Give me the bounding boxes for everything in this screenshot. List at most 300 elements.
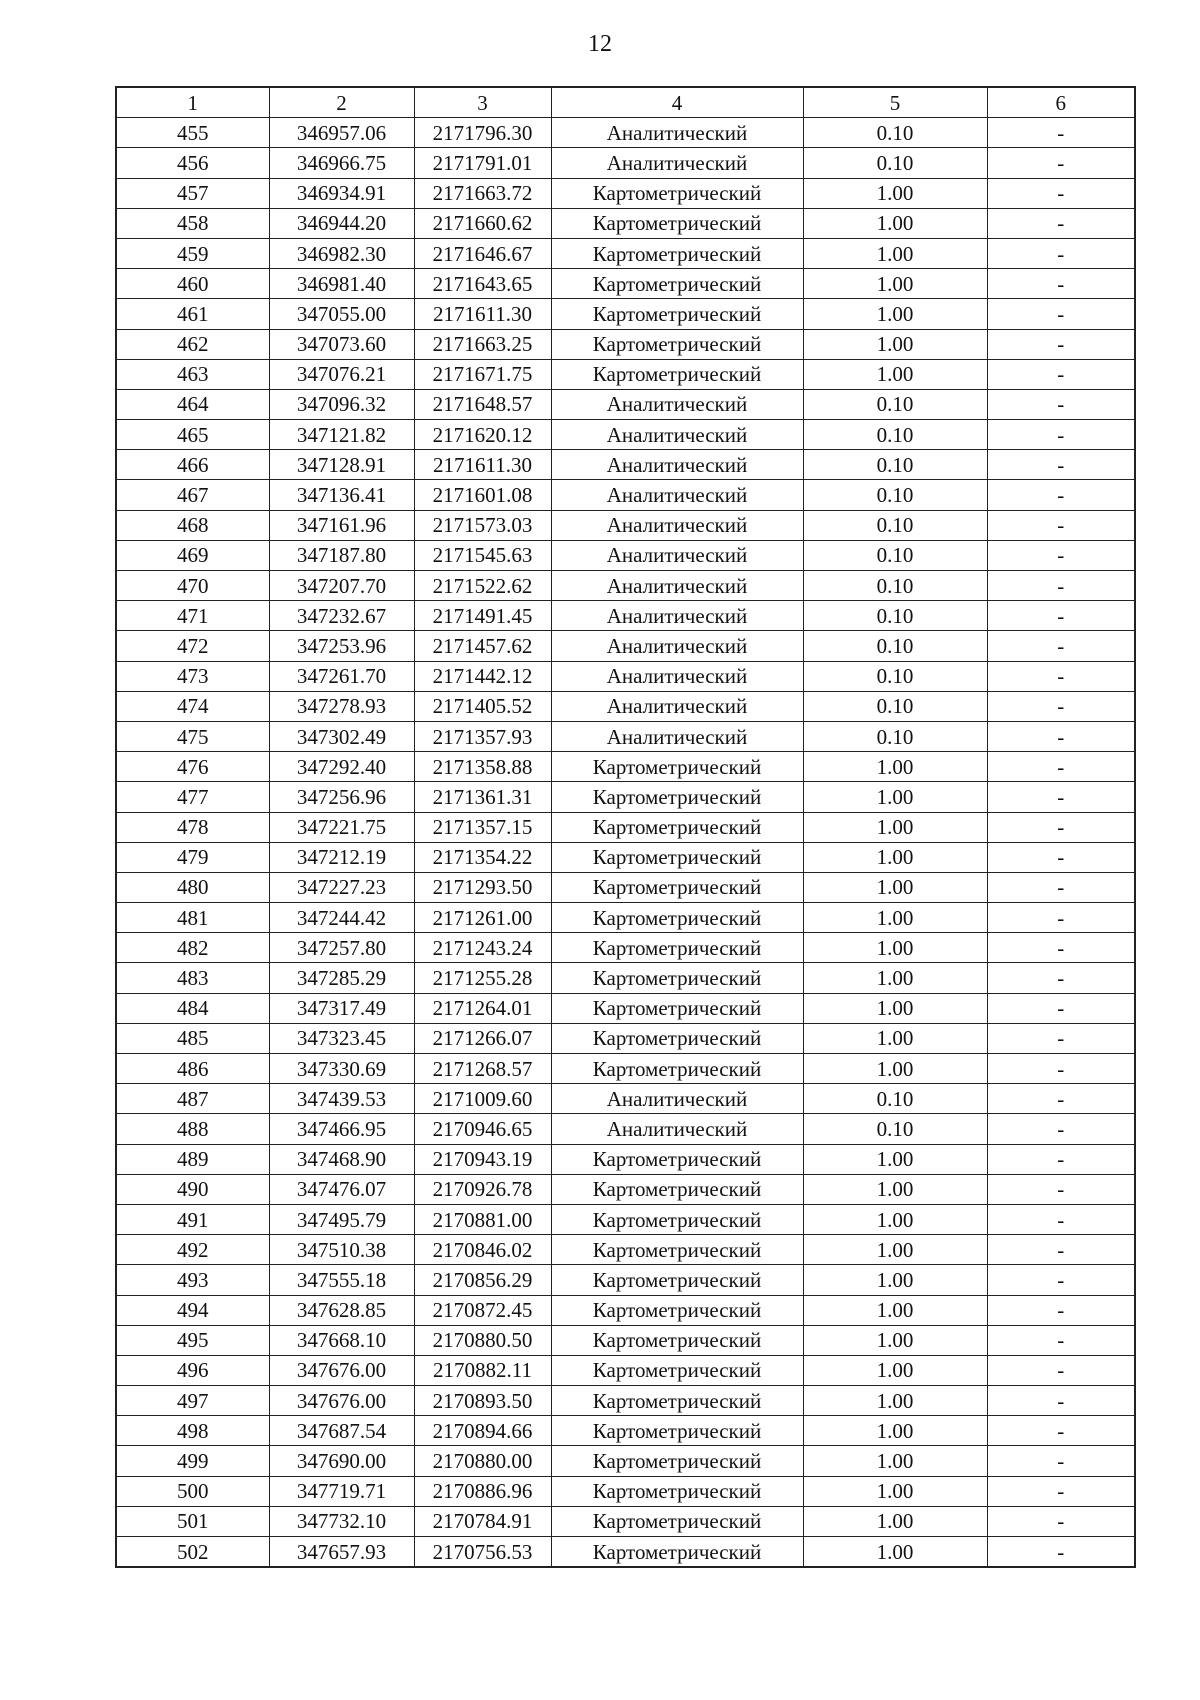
cell-y-coordinate: 2171354.22 [414, 842, 551, 872]
cell-method: Аналитический [551, 631, 803, 661]
cell-note: - [987, 269, 1135, 299]
cell-method: Аналитический [551, 721, 803, 751]
cell-y-coordinate: 2171009.60 [414, 1084, 551, 1114]
cell-note: - [987, 1355, 1135, 1385]
cell-note: - [987, 691, 1135, 721]
cell-y-coordinate: 2171357.15 [414, 812, 551, 842]
cell-x-coordinate: 347253.96 [269, 631, 414, 661]
cell-method: Картометрический [551, 1174, 803, 1204]
cell-x-coordinate: 347076.21 [269, 359, 414, 389]
cell-accuracy: 1.00 [803, 933, 987, 963]
cell-point-number: 491 [116, 1204, 269, 1234]
cell-accuracy: 1.00 [803, 1235, 987, 1265]
cell-note: - [987, 238, 1135, 268]
cell-note: - [987, 1054, 1135, 1084]
cell-note: - [987, 571, 1135, 601]
cell-accuracy: 0.10 [803, 118, 987, 148]
cell-note: - [987, 782, 1135, 812]
table-row [116, 872, 1135, 902]
cell-point-number: 465 [116, 420, 269, 450]
cell-point-number: 494 [116, 1295, 269, 1325]
cell-y-coordinate: 2171620.12 [414, 420, 551, 450]
table-row [116, 1174, 1135, 1204]
cell-x-coordinate: 346982.30 [269, 238, 414, 268]
cell-point-number: 473 [116, 661, 269, 691]
table-header [116, 87, 1135, 118]
table-row [116, 661, 1135, 691]
cell-x-coordinate: 347690.00 [269, 1446, 414, 1476]
cell-point-number: 477 [116, 782, 269, 812]
cell-x-coordinate: 347227.23 [269, 872, 414, 902]
cell-y-coordinate: 2171573.03 [414, 510, 551, 540]
cell-y-coordinate: 2171293.50 [414, 872, 551, 902]
table-row [116, 420, 1135, 450]
table-row [116, 510, 1135, 540]
cell-x-coordinate: 347207.70 [269, 571, 414, 601]
page-number: 12 [588, 31, 612, 57]
cell-y-coordinate: 2171266.07 [414, 1023, 551, 1053]
cell-y-coordinate: 2171243.24 [414, 933, 551, 963]
cell-method: Картометрический [551, 299, 803, 329]
cell-y-coordinate: 2170882.11 [414, 1355, 551, 1385]
cell-y-coordinate: 2170943.19 [414, 1144, 551, 1174]
table-row [116, 993, 1135, 1023]
cell-y-coordinate: 2171611.30 [414, 299, 551, 329]
cell-method: Картометрический [551, 359, 803, 389]
cell-note: - [987, 1476, 1135, 1506]
cell-note: - [987, 993, 1135, 1023]
table-row [116, 118, 1135, 148]
cell-x-coordinate: 347476.07 [269, 1174, 414, 1204]
table-row [116, 299, 1135, 329]
cell-x-coordinate: 347317.49 [269, 993, 414, 1023]
cell-point-number: 497 [116, 1386, 269, 1416]
cell-accuracy: 1.00 [803, 842, 987, 872]
cell-x-coordinate: 347096.32 [269, 389, 414, 419]
cell-method: Картометрический [551, 1235, 803, 1265]
cell-accuracy: 0.10 [803, 721, 987, 751]
cell-accuracy: 1.00 [803, 1054, 987, 1084]
cell-note: - [987, 1204, 1135, 1234]
cell-point-number: 476 [116, 752, 269, 782]
cell-point-number: 490 [116, 1174, 269, 1204]
cell-accuracy: 0.10 [803, 691, 987, 721]
cell-accuracy: 1.00 [803, 1476, 987, 1506]
table-row [116, 1023, 1135, 1053]
table-row [116, 963, 1135, 993]
table-row [116, 571, 1135, 601]
cell-x-coordinate: 347687.54 [269, 1416, 414, 1446]
cell-method: Аналитический [551, 420, 803, 450]
cell-point-number: 501 [116, 1506, 269, 1536]
cell-point-number: 455 [116, 118, 269, 148]
cell-point-number: 484 [116, 993, 269, 1023]
cell-point-number: 489 [116, 1144, 269, 1174]
column-header-4: 4 [551, 87, 803, 118]
cell-point-number: 478 [116, 812, 269, 842]
cell-point-number: 467 [116, 480, 269, 510]
cell-method: Аналитический [551, 691, 803, 721]
cell-point-number: 456 [116, 148, 269, 178]
table-row [116, 269, 1135, 299]
cell-y-coordinate: 2171663.72 [414, 178, 551, 208]
cell-note: - [987, 178, 1135, 208]
cell-x-coordinate: 347732.10 [269, 1506, 414, 1536]
table-row [116, 1054, 1135, 1084]
cell-note: - [987, 118, 1135, 148]
table-row [116, 1325, 1135, 1355]
cell-method: Картометрический [551, 1416, 803, 1446]
cell-note: - [987, 661, 1135, 691]
cell-y-coordinate: 2171671.75 [414, 359, 551, 389]
cell-point-number: 468 [116, 510, 269, 540]
table-row [116, 329, 1135, 359]
cell-accuracy: 0.10 [803, 601, 987, 631]
cell-method: Картометрический [551, 1506, 803, 1536]
cell-accuracy: 0.10 [803, 389, 987, 419]
cell-x-coordinate: 347232.67 [269, 601, 414, 631]
cell-y-coordinate: 2171660.62 [414, 208, 551, 238]
cell-point-number: 481 [116, 903, 269, 933]
cell-point-number: 459 [116, 238, 269, 268]
cell-method: Картометрический [551, 933, 803, 963]
cell-y-coordinate: 2171261.00 [414, 903, 551, 933]
cell-method: Картометрический [551, 269, 803, 299]
cell-note: - [987, 1114, 1135, 1144]
cell-point-number: 488 [116, 1114, 269, 1144]
cell-note: - [987, 752, 1135, 782]
cell-x-coordinate: 347510.38 [269, 1235, 414, 1265]
cell-method: Картометрический [551, 1023, 803, 1053]
cell-y-coordinate: 2170880.50 [414, 1325, 551, 1355]
cell-accuracy: 1.00 [803, 238, 987, 268]
cell-y-coordinate: 2171648.57 [414, 389, 551, 419]
cell-x-coordinate: 347668.10 [269, 1325, 414, 1355]
cell-note: - [987, 480, 1135, 510]
cell-method: Картометрический [551, 993, 803, 1023]
table-row [116, 178, 1135, 208]
cell-x-coordinate: 347323.45 [269, 1023, 414, 1053]
cell-note: - [987, 148, 1135, 178]
cell-note: - [987, 329, 1135, 359]
cell-y-coordinate: 2170856.29 [414, 1265, 551, 1295]
cell-method: Картометрический [551, 1325, 803, 1355]
cell-accuracy: 0.10 [803, 571, 987, 601]
cell-method: Картометрический [551, 178, 803, 208]
cell-point-number: 486 [116, 1054, 269, 1084]
cell-point-number: 463 [116, 359, 269, 389]
cell-note: - [987, 631, 1135, 661]
cell-x-coordinate: 346957.06 [269, 118, 414, 148]
cell-note: - [987, 1265, 1135, 1295]
cell-accuracy: 1.00 [803, 903, 987, 933]
cell-method: Картометрический [551, 1144, 803, 1174]
cell-method: Картометрический [551, 842, 803, 872]
cell-point-number: 475 [116, 721, 269, 751]
cell-method: Аналитический [551, 661, 803, 691]
cell-method: Картометрический [551, 1054, 803, 1084]
table-row [116, 389, 1135, 419]
column-header-1: 1 [116, 87, 269, 118]
cell-point-number: 469 [116, 540, 269, 570]
cell-x-coordinate: 346981.40 [269, 269, 414, 299]
table-row [116, 1235, 1135, 1265]
cell-point-number: 474 [116, 691, 269, 721]
cell-y-coordinate: 2170926.78 [414, 1174, 551, 1204]
cell-note: - [987, 721, 1135, 751]
cell-point-number: 485 [116, 1023, 269, 1053]
cell-y-coordinate: 2171357.93 [414, 721, 551, 751]
cell-x-coordinate: 347676.00 [269, 1386, 414, 1416]
table-row [116, 1084, 1135, 1114]
cell-method: Аналитический [551, 450, 803, 480]
cell-accuracy: 0.10 [803, 631, 987, 661]
cell-method: Картометрический [551, 1446, 803, 1476]
cell-y-coordinate: 2171522.62 [414, 571, 551, 601]
table-row [116, 842, 1135, 872]
coordinates-table [115, 86, 1136, 1568]
table-row [116, 721, 1135, 751]
cell-method: Аналитический [551, 540, 803, 570]
cell-point-number: 493 [116, 1265, 269, 1295]
cell-accuracy: 1.00 [803, 872, 987, 902]
cell-x-coordinate: 346966.75 [269, 148, 414, 178]
cell-x-coordinate: 347628.85 [269, 1295, 414, 1325]
cell-accuracy: 0.10 [803, 510, 987, 540]
cell-y-coordinate: 2171791.01 [414, 148, 551, 178]
cell-x-coordinate: 347292.40 [269, 752, 414, 782]
cell-accuracy: 1.00 [803, 1144, 987, 1174]
cell-note: - [987, 540, 1135, 570]
cell-note: - [987, 1144, 1135, 1174]
cell-method: Картометрический [551, 752, 803, 782]
table-row [116, 1355, 1135, 1385]
cell-y-coordinate: 2171264.01 [414, 993, 551, 1023]
cell-x-coordinate: 347221.75 [269, 812, 414, 842]
table-row [116, 1265, 1135, 1295]
cell-accuracy: 1.00 [803, 359, 987, 389]
cell-x-coordinate: 347136.41 [269, 480, 414, 510]
cell-note: - [987, 359, 1135, 389]
cell-accuracy: 0.10 [803, 1114, 987, 1144]
cell-y-coordinate: 2170872.45 [414, 1295, 551, 1325]
cell-point-number: 471 [116, 601, 269, 631]
cell-point-number: 480 [116, 872, 269, 902]
cell-point-number: 482 [116, 933, 269, 963]
table-row [116, 933, 1135, 963]
cell-y-coordinate: 2170784.91 [414, 1506, 551, 1536]
cell-method: Картометрический [551, 1265, 803, 1295]
cell-accuracy: 0.10 [803, 480, 987, 510]
cell-method: Картометрический [551, 1476, 803, 1506]
cell-method: Аналитический [551, 601, 803, 631]
cell-y-coordinate: 2171643.65 [414, 269, 551, 299]
cell-method: Картометрический [551, 329, 803, 359]
table-row [116, 359, 1135, 389]
cell-accuracy: 1.00 [803, 208, 987, 238]
cell-note: - [987, 1386, 1135, 1416]
cell-note: - [987, 1416, 1135, 1446]
cell-x-coordinate: 347466.95 [269, 1114, 414, 1144]
table-row [116, 208, 1135, 238]
cell-accuracy: 1.00 [803, 299, 987, 329]
cell-accuracy: 1.00 [803, 1537, 987, 1568]
cell-accuracy: 1.00 [803, 1325, 987, 1355]
cell-method: Аналитический [551, 1084, 803, 1114]
cell-accuracy: 1.00 [803, 1386, 987, 1416]
cell-y-coordinate: 2171601.08 [414, 480, 551, 510]
table-row [116, 812, 1135, 842]
cell-note: - [987, 903, 1135, 933]
column-header-5: 5 [803, 87, 987, 118]
cell-note: - [987, 420, 1135, 450]
cell-x-coordinate: 347261.70 [269, 661, 414, 691]
cell-accuracy: 1.00 [803, 1204, 987, 1234]
cell-y-coordinate: 2170894.66 [414, 1416, 551, 1446]
cell-accuracy: 1.00 [803, 1355, 987, 1385]
cell-y-coordinate: 2170893.50 [414, 1386, 551, 1416]
cell-y-coordinate: 2171663.25 [414, 329, 551, 359]
cell-x-coordinate: 347161.96 [269, 510, 414, 540]
cell-x-coordinate: 347439.53 [269, 1084, 414, 1114]
cell-y-coordinate: 2171457.62 [414, 631, 551, 661]
cell-x-coordinate: 347555.18 [269, 1265, 414, 1295]
cell-method: Аналитический [551, 1114, 803, 1144]
cell-x-coordinate: 347256.96 [269, 782, 414, 812]
cell-x-coordinate: 347657.93 [269, 1537, 414, 1568]
table-row [116, 1416, 1135, 1446]
cell-accuracy: 1.00 [803, 329, 987, 359]
cell-point-number: 461 [116, 299, 269, 329]
cell-method: Картометрический [551, 238, 803, 268]
cell-note: - [987, 1235, 1135, 1265]
cell-note: - [987, 450, 1135, 480]
cell-method: Картометрический [551, 1537, 803, 1568]
cell-note: - [987, 1506, 1135, 1536]
cell-note: - [987, 963, 1135, 993]
cell-method: Аналитический [551, 571, 803, 601]
cell-x-coordinate: 347187.80 [269, 540, 414, 570]
cell-method: Аналитический [551, 480, 803, 510]
cell-note: - [987, 1295, 1135, 1325]
cell-point-number: 457 [116, 178, 269, 208]
cell-point-number: 483 [116, 963, 269, 993]
cell-point-number: 502 [116, 1537, 269, 1568]
cell-x-coordinate: 346934.91 [269, 178, 414, 208]
cell-y-coordinate: 2170886.96 [414, 1476, 551, 1506]
cell-y-coordinate: 2170881.00 [414, 1204, 551, 1234]
cell-method: Картометрический [551, 963, 803, 993]
cell-method: Картометрический [551, 1355, 803, 1385]
cell-y-coordinate: 2171611.30 [414, 450, 551, 480]
cell-accuracy: 1.00 [803, 1174, 987, 1204]
cell-method: Аналитический [551, 510, 803, 540]
cell-accuracy: 0.10 [803, 148, 987, 178]
cell-point-number: 500 [116, 1476, 269, 1506]
cell-note: - [987, 1084, 1135, 1114]
cell-accuracy: 1.00 [803, 1446, 987, 1476]
cell-note: - [987, 933, 1135, 963]
cell-x-coordinate: 347278.93 [269, 691, 414, 721]
cell-y-coordinate: 2171268.57 [414, 1054, 551, 1084]
cell-accuracy: 1.00 [803, 1506, 987, 1536]
cell-point-number: 458 [116, 208, 269, 238]
cell-point-number: 487 [116, 1084, 269, 1114]
cell-method: Аналитический [551, 148, 803, 178]
cell-note: - [987, 1325, 1135, 1355]
cell-y-coordinate: 2171255.28 [414, 963, 551, 993]
cell-point-number: 462 [116, 329, 269, 359]
cell-accuracy: 1.00 [803, 1416, 987, 1446]
table-row [116, 1537, 1135, 1568]
table-row [116, 752, 1135, 782]
table-row [116, 691, 1135, 721]
cell-y-coordinate: 2171545.63 [414, 540, 551, 570]
cell-method: Аналитический [551, 118, 803, 148]
cell-x-coordinate: 347073.60 [269, 329, 414, 359]
table-row [116, 631, 1135, 661]
cell-point-number: 495 [116, 1325, 269, 1355]
cell-y-coordinate: 2170946.65 [414, 1114, 551, 1144]
cell-y-coordinate: 2171646.67 [414, 238, 551, 268]
cell-x-coordinate: 347676.00 [269, 1355, 414, 1385]
cell-point-number: 499 [116, 1446, 269, 1476]
cell-note: - [987, 1023, 1135, 1053]
cell-accuracy: 1.00 [803, 782, 987, 812]
cell-method: Картометрический [551, 812, 803, 842]
cell-y-coordinate: 2171796.30 [414, 118, 551, 148]
column-header-2: 2 [269, 87, 414, 118]
cell-x-coordinate: 346944.20 [269, 208, 414, 238]
cell-y-coordinate: 2171361.31 [414, 782, 551, 812]
cell-method: Картометрический [551, 208, 803, 238]
cell-note: - [987, 601, 1135, 631]
cell-accuracy: 1.00 [803, 1265, 987, 1295]
cell-point-number: 492 [116, 1235, 269, 1265]
cell-accuracy: 1.00 [803, 752, 987, 782]
cell-method: Аналитический [551, 389, 803, 419]
cell-y-coordinate: 2170846.02 [414, 1235, 551, 1265]
cell-x-coordinate: 347495.79 [269, 1204, 414, 1234]
cell-y-coordinate: 2171491.45 [414, 601, 551, 631]
table-row [116, 1386, 1135, 1416]
column-header-6: 6 [987, 87, 1135, 118]
cell-accuracy: 0.10 [803, 1084, 987, 1114]
cell-y-coordinate: 2171405.52 [414, 691, 551, 721]
cell-method: Картометрический [551, 903, 803, 933]
cell-point-number: 479 [116, 842, 269, 872]
cell-point-number: 498 [116, 1416, 269, 1446]
cell-note: - [987, 299, 1135, 329]
cell-note: - [987, 510, 1135, 540]
table-row [116, 1476, 1135, 1506]
cell-x-coordinate: 347302.49 [269, 721, 414, 751]
table-row [116, 1114, 1135, 1144]
cell-note: - [987, 208, 1135, 238]
table-row [116, 1204, 1135, 1234]
cell-y-coordinate: 2171358.88 [414, 752, 551, 782]
cell-point-number: 496 [116, 1355, 269, 1385]
cell-accuracy: 1.00 [803, 1295, 987, 1325]
cell-accuracy: 1.00 [803, 993, 987, 1023]
cell-y-coordinate: 2170880.00 [414, 1446, 551, 1476]
cell-y-coordinate: 2171442.12 [414, 661, 551, 691]
cell-accuracy: 0.10 [803, 661, 987, 691]
cell-method: Картометрический [551, 1295, 803, 1325]
cell-accuracy: 0.10 [803, 420, 987, 450]
table-row [116, 782, 1135, 812]
cell-method: Картометрический [551, 872, 803, 902]
